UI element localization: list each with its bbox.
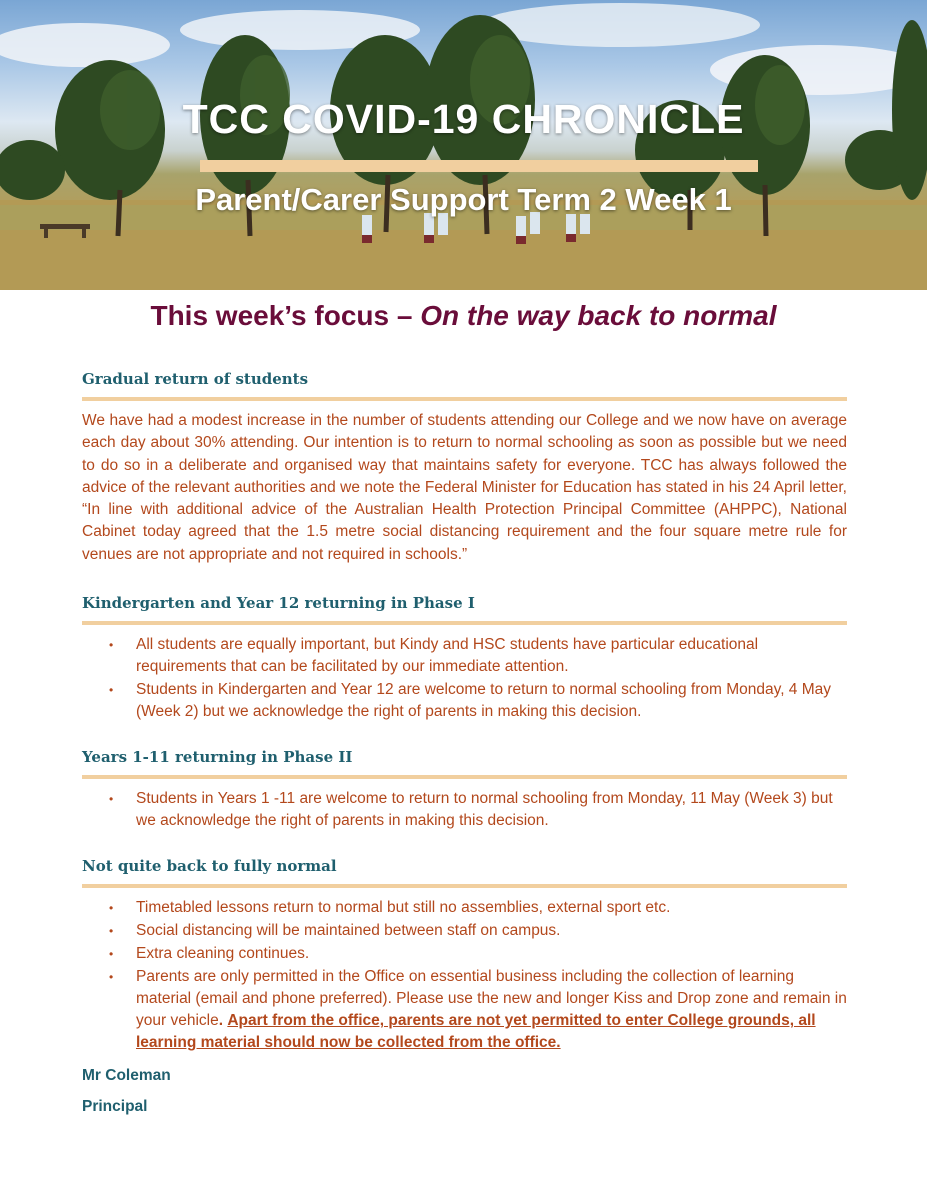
bullet-icon: •: [109, 683, 114, 698]
bullet-list: [82, 788, 847, 832]
focus-prefix: This week’s focus –: [150, 300, 421, 331]
list-item: • Students in Kindergarten and Year 12 are welcome to return to normal schooling from Monday, 4 May (Week 2) but we acknowledge the right of parents in making this decision.: [109, 681, 832, 721]
bullet-icon: •: [109, 924, 114, 939]
list-item: • Timetabled lessons return to normal but still no assemblies, external sport etc.: [82, 897, 847, 919]
section-divider: [82, 884, 847, 888]
weekly-focus-heading: [0, 300, 927, 332]
section-heading: Not quite back to fully normal: [82, 857, 337, 876]
focus-theme: On the way back to normal: [420, 300, 777, 331]
newsletter-title: TCC COVID-19 CHRONICLE: [182, 96, 745, 142]
list-item: • Parents are only permitted in the Office on essential business including the collection of learning material (email and phone preferred). Please use the new and longer Kiss and Drop zone and remain in your vehicle. Apart from the office, parents are not yet permitted to enter College grounds, all learning material should now be collected from the office.: [109, 968, 847, 1052]
section-heading: Years 1-11 returning in Phase II: [82, 748, 353, 767]
section-divider: [82, 621, 847, 625]
list-item: • All students are equally important, but Kindy and HSC students have particular educational requirements that can be facilitated by our immediate attention.: [109, 636, 759, 676]
section-paragraph: We have had a modest increase in the number of students attending our College and we now have on average each day about 30% attending. Our intention is to return to normal schooling as soon as possible but we need to do so in a deliberate and organised way that maintains safety for everyone. TCC has always followed the advice of the relevant authorities and we note the Federal Minister for Education has stated in his 24 April letter, “In line with additional advice of the Australian Health Protection Principal Committee (AHPPC), National Cabinet today agreed that the 1.5 metre social distancing requirement and the four square metre rule for venues are not appropriate and not required in schools.”: [82, 412, 847, 563]
section-heading: Kindergarten and Year 12 returning in Phase I: [82, 594, 475, 613]
bullet-list: [82, 634, 847, 723]
bullet-list: [82, 897, 847, 1054]
office-only-notice: Apart from the office, parents are not yet permitted to enter College grounds, all learning material should now be collected from the office.: [136, 1012, 816, 1052]
list-item: • Extra cleaning continues.: [82, 943, 847, 965]
signature-name: Mr Coleman: [82, 1067, 171, 1085]
bullet-icon: •: [109, 638, 114, 653]
bullet-icon: •: [109, 792, 114, 807]
list-item: • Students in Years 1 -11 are welcome to return to normal schooling from Monday, 11 May (Week 3) but we acknowledge the right of parents in making this decision.: [109, 790, 833, 830]
section-phase-two: [82, 738, 847, 832]
newsletter-body: [82, 360, 847, 1118]
section-phase-one: [82, 584, 847, 723]
school-grounds-photo: [0, 0, 927, 290]
bullet-icon: •: [109, 970, 114, 985]
list-item: • Social distancing will be maintained between staff on campus.: [82, 920, 847, 942]
section-not-quite-normal: [82, 847, 847, 1054]
newsletter-subtitle: Parent/Carer Support Term 2 Week 1: [195, 182, 732, 217]
section-heading: Gradual return of students: [82, 370, 309, 388]
section-gradual-return: [82, 360, 847, 566]
section-divider: [82, 775, 847, 779]
bullet-icon: •: [109, 901, 114, 916]
signature-role: Principal: [82, 1098, 148, 1116]
header-banner: [0, 0, 927, 290]
banner-divider: [200, 160, 758, 172]
section-divider: [82, 397, 847, 401]
bullet-icon: •: [109, 947, 114, 962]
